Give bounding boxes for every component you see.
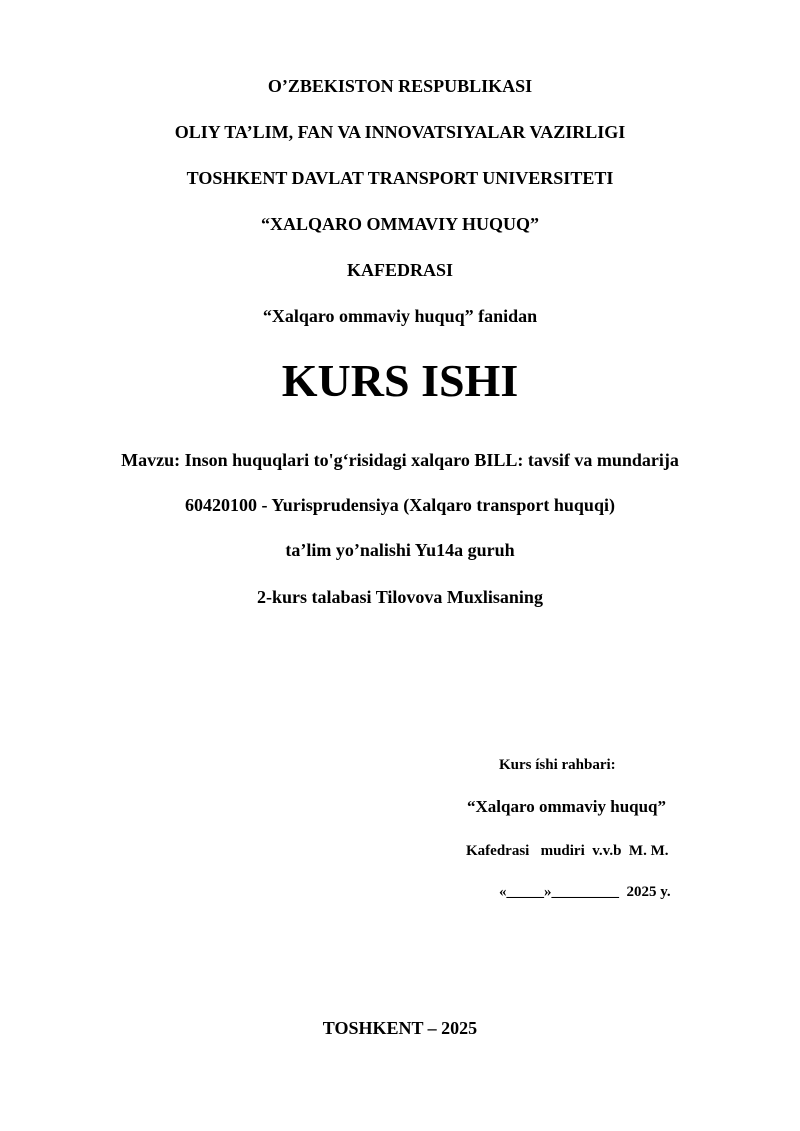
subject-line: “Xalqaro ommaviy huquq” fanidan [262,306,538,326]
student-line: 2-kurs talabasi Tilovova Muxlisaning [257,587,543,607]
topic-line: Mavzu: Inson huquqlari to'g‘risidagi xalqaro BILL: tavsif va mundarija [121,450,679,470]
specialty-line: 60420100 - Yurisprudensiya (Xalqaro transport huquqi) [185,495,615,515]
direction-group-line: ta’lim yo’nalishi Yu14a guruh [285,540,515,560]
supervisor-department: “Xalqaro ommaviy huquq” [467,797,667,816]
department-word: KAFEDRASI [346,260,453,280]
department-name: “XALQARO OMMAVIY HUQUQ” [261,214,539,234]
supervisor-position: Kafedrasi mudiri v.v.b M. M. [466,843,669,859]
ministry-name: OLIY TA’LIM, FAN VA INNOVATSIYALAR VAZIRLIGI [174,122,626,142]
supervisor-label: Kurs íshi rahbari: [499,757,616,773]
footer-city-year: TOSHKENT – 2025 [322,1018,478,1038]
document-title: KURS ISHI [281,355,519,406]
university-name: TOSHKENT DAVLAT TRANSPORT UNIVERSITETI [186,168,614,188]
supervisor-date-line: «_____»_________ 2025 y. [499,884,671,900]
republic-name: O’ZBEKISTON RESPUBLIKASI [267,76,533,96]
